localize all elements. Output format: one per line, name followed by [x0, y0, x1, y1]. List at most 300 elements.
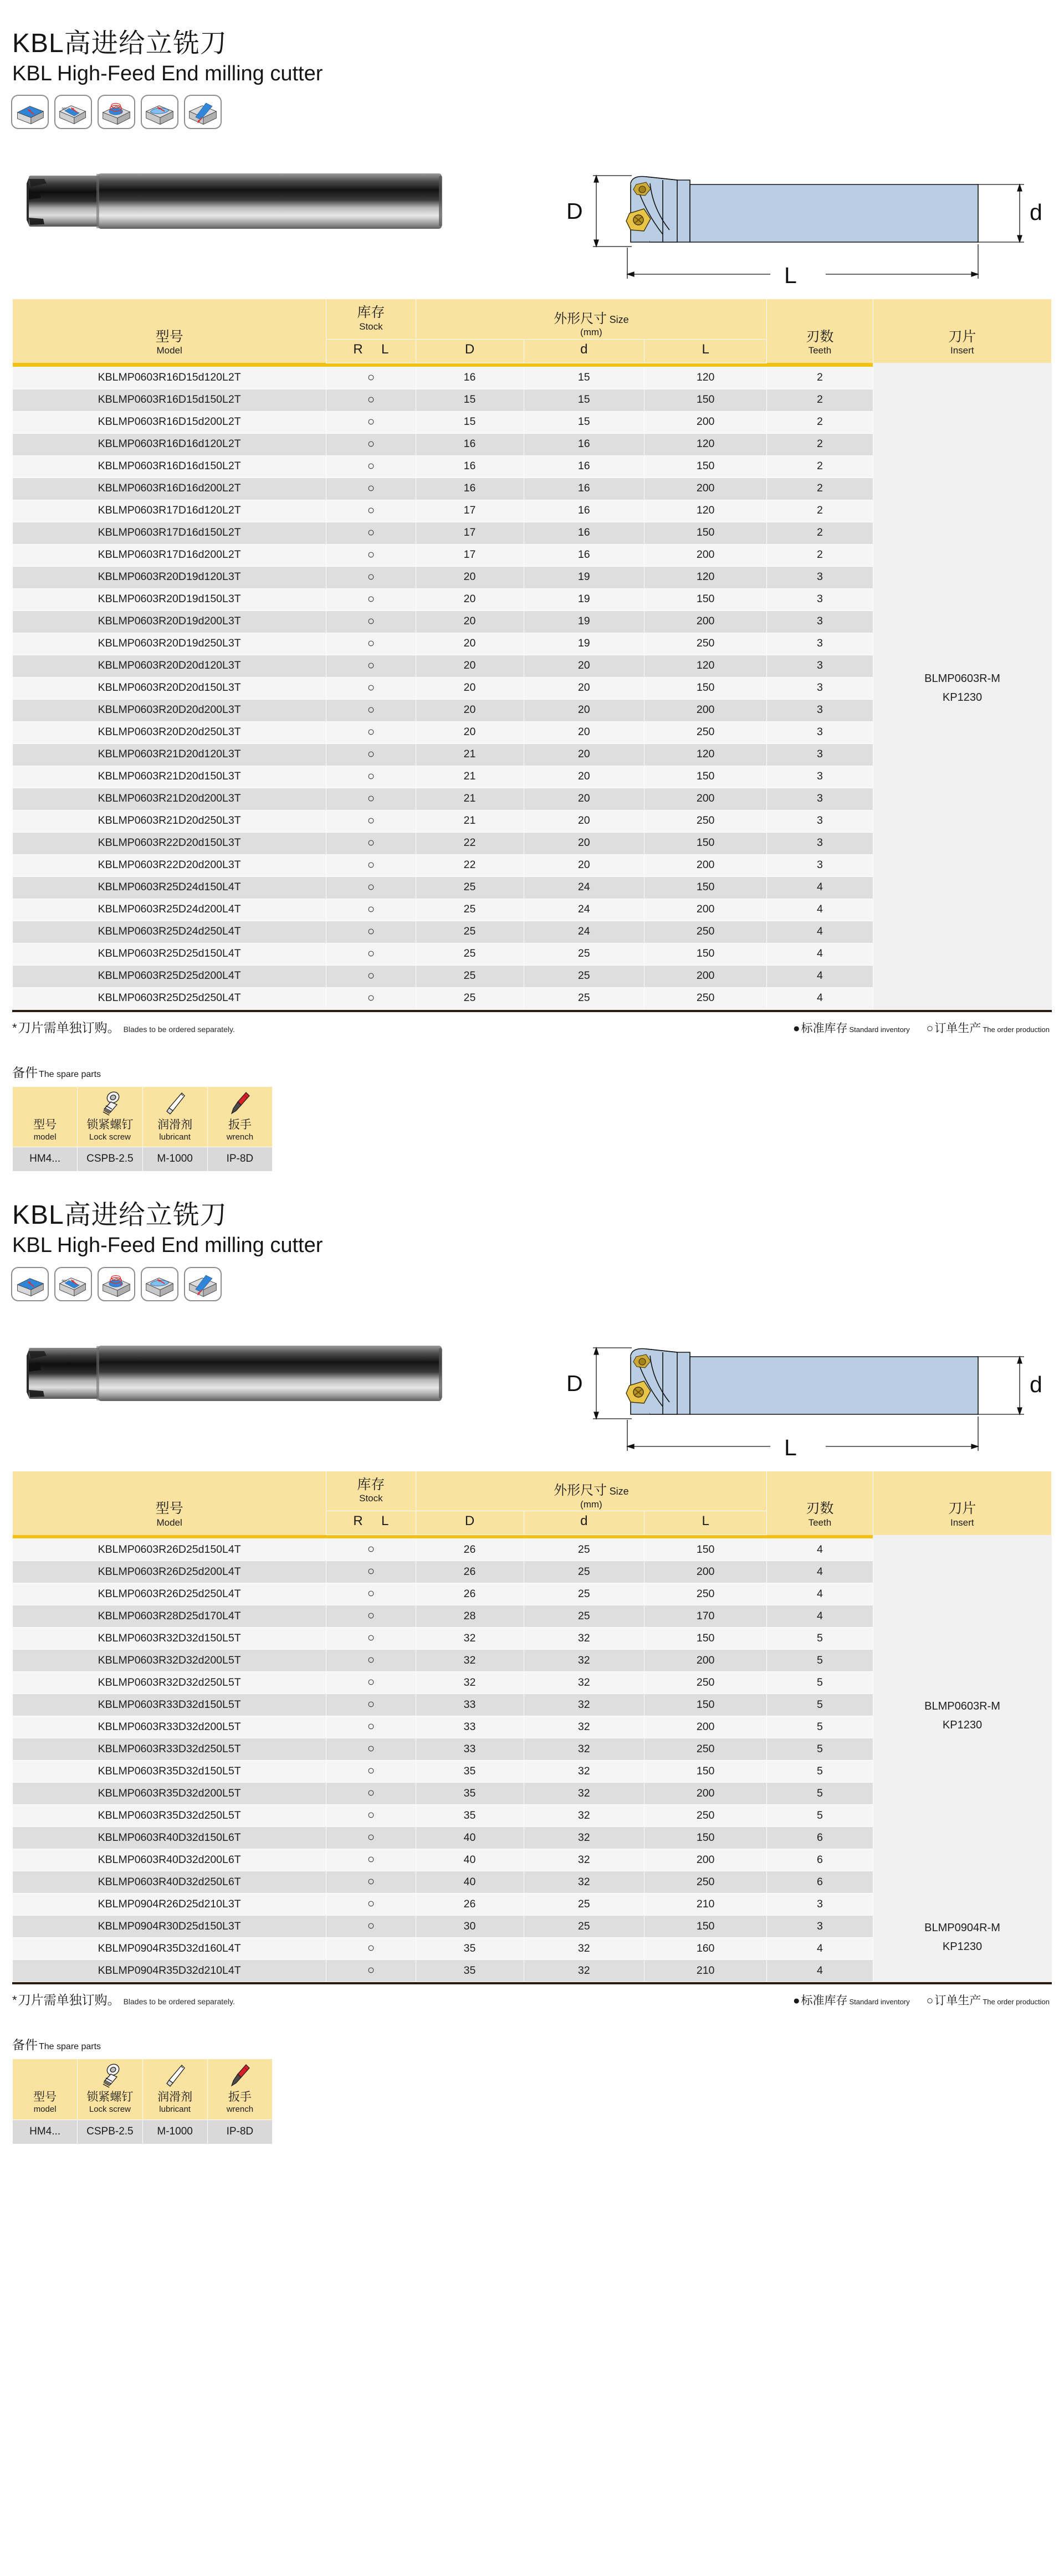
- cell-stock: [326, 455, 416, 478]
- stock-symbol: ○: [367, 990, 375, 1004]
- cell-diameter-d: 16: [524, 544, 644, 566]
- page-title-cn: KBL高进给立铣刀: [12, 1200, 227, 1230]
- cell-length-L: 150: [644, 455, 767, 478]
- spare-header-row: [13, 1086, 273, 1147]
- spare-col-label-cn: 锁紧螺钉: [86, 1118, 134, 1131]
- cell-diameter-D: 25: [416, 899, 524, 921]
- page-title-en: KBL High-Feed End milling cutter: [12, 61, 323, 85]
- legend-label-en: The order production: [983, 1025, 1050, 1034]
- stock-symbol: ○: [367, 1941, 375, 1955]
- cell-teeth: 6: [767, 1827, 873, 1849]
- spec-table-wrap: [0, 299, 1064, 1010]
- cell-teeth: 5: [767, 1694, 873, 1716]
- cell-diameter-d: 32: [524, 1650, 644, 1672]
- cell-length-L: 170: [644, 1605, 767, 1628]
- cell-model: KBLMP0603R21D20d150L3T: [13, 766, 326, 788]
- cell-diameter-D: 16: [416, 433, 524, 455]
- cell-diameter-d: 20: [524, 743, 644, 766]
- spare-value: IP-8D: [207, 1147, 272, 1172]
- cell-model: KBLMP0603R20D20d120L3T: [13, 655, 326, 677]
- cell-teeth: 2: [767, 544, 873, 566]
- page-title-en: KBL High-Feed End milling cutter: [12, 1234, 323, 1258]
- cell-teeth: 4: [767, 876, 873, 899]
- header-col-D: D: [416, 1511, 524, 1535]
- cell-diameter-D: 16: [416, 478, 524, 500]
- svg-text:90°: 90°: [62, 1279, 68, 1283]
- cell-diameter-D: 22: [416, 854, 524, 876]
- product-section: [0, 0, 1064, 1172]
- cell-diameter-D: 21: [416, 766, 524, 788]
- cell-stock: [326, 544, 416, 566]
- insert-code: BLMP0603R-M: [924, 672, 1000, 685]
- spare-value: CSPB-2.5: [78, 2120, 142, 2144]
- cell-diameter-D: 26: [416, 1893, 524, 1916]
- cell-stock: [326, 633, 416, 655]
- stock-symbol: ○: [367, 1719, 375, 1733]
- cell-stock: [326, 899, 416, 921]
- cell-diameter-D: 21: [416, 810, 524, 832]
- cell-diameter-D: 21: [416, 743, 524, 766]
- cell-diameter-D: 20: [416, 610, 524, 633]
- cell-diameter-d: 20: [524, 655, 644, 677]
- cell-teeth: 5: [767, 1761, 873, 1783]
- cell-diameter-D: 26: [416, 1583, 524, 1605]
- helical-pocketing-icon[interactable]: [141, 95, 178, 129]
- cell-model: KBLMP0603R25D25d150L4T: [13, 943, 326, 965]
- slot-plunge-icon[interactable]: [184, 95, 222, 129]
- cell-diameter-D: 17: [416, 544, 524, 566]
- cell-stock: [326, 1539, 416, 1561]
- spare-title-en: The spare parts: [39, 2042, 101, 2052]
- cell-stock: [326, 411, 416, 433]
- section-titles: [0, 1172, 1064, 1259]
- cell-teeth: 3: [767, 677, 873, 699]
- cell-diameter-D: 20: [416, 566, 524, 588]
- cell-teeth: 3: [767, 1916, 873, 1938]
- cell-teeth: 2: [767, 455, 873, 478]
- cell-model: KBLMP0603R26D25d250L4T: [13, 1583, 326, 1605]
- stock-symbol: ○: [367, 1785, 375, 1800]
- header-stock: [326, 1471, 416, 1511]
- cell-stock: [326, 921, 416, 943]
- insert-order-note: [12, 1018, 235, 1036]
- spare-no-icon: [14, 1090, 76, 1117]
- header-size-en: Size: [609, 314, 629, 325]
- cell-diameter-D: 20: [416, 588, 524, 610]
- cell-model: KBLMP0603R21D20d250L3T: [13, 810, 326, 832]
- cell-length-L: 200: [644, 1716, 767, 1738]
- spare-title-en: The spare parts: [39, 1069, 101, 1079]
- header-size-unit: (mm): [580, 1499, 602, 1510]
- insert-grade: KP1230: [942, 691, 983, 704]
- cell-teeth: 3: [767, 832, 873, 854]
- cell-teeth: 4: [767, 1960, 873, 1982]
- stock-symbol: ○: [367, 1741, 375, 1756]
- cell-length-L: 250: [644, 987, 767, 1009]
- stock-symbol: ○: [367, 525, 375, 539]
- cell-teeth: 5: [767, 1672, 873, 1694]
- specification-table: [12, 299, 1052, 1010]
- spare-col-header: [78, 1086, 142, 1147]
- stock-symbol: ○: [367, 835, 375, 849]
- shoulder-milling-icon[interactable]: [54, 95, 92, 129]
- spare-col-label-en: lubricant: [159, 1132, 191, 1142]
- cell-diameter-D: 15: [416, 411, 524, 433]
- stock-symbol: ○: [367, 1830, 375, 1844]
- insert-order-note-cn: 刀片需单独订购。: [18, 1020, 120, 1035]
- legend-label-cn: 订单生产: [934, 1994, 981, 2008]
- circular-interpolation-icon[interactable]: [98, 1267, 135, 1301]
- stock-legend: [793, 1992, 1050, 2008]
- face-milling-icon[interactable]: [11, 95, 49, 129]
- header-accent-bar: [13, 363, 1052, 367]
- cell-length-L: 160: [644, 1938, 767, 1960]
- lubricant-tube-icon: [144, 2062, 206, 2089]
- cell-stock: [326, 566, 416, 588]
- product-section: [0, 1172, 1064, 2144]
- cell-diameter-D: 20: [416, 677, 524, 699]
- cell-diameter-d: 32: [524, 1672, 644, 1694]
- cell-diameter-D: 22: [416, 832, 524, 854]
- header-stock-r: R: [353, 1513, 363, 1529]
- legend-label-cn: 订单生产: [934, 1022, 981, 1035]
- cell-diameter-D: 40: [416, 1849, 524, 1871]
- spare-col-label-cn: 型号: [33, 1118, 57, 1131]
- cell-length-L: 150: [644, 832, 767, 854]
- cell-diameter-d: 32: [524, 1783, 644, 1805]
- cell-model: KBLMP0603R21D20d120L3T: [13, 743, 326, 766]
- cell-diameter-D: 35: [416, 1938, 524, 1960]
- table-row: [13, 1893, 1052, 1916]
- insert-code: BLMP0603R-M: [924, 1700, 1000, 1713]
- header-model-en: Model: [156, 345, 182, 356]
- stock-symbol: ○: [367, 680, 375, 694]
- header-stock-l: L: [381, 341, 389, 357]
- spare-header-row: [13, 2059, 273, 2120]
- cell-diameter-d: 24: [524, 921, 644, 943]
- spare-no-icon: [14, 2062, 76, 2089]
- cell-length-L: 210: [644, 1960, 767, 1982]
- stock-symbol: ○: [367, 968, 375, 982]
- stock-symbol: ○: [367, 1852, 375, 1866]
- cell-teeth: 2: [767, 389, 873, 411]
- header-teeth: [767, 299, 873, 363]
- cell-diameter-D: 28: [416, 1605, 524, 1628]
- cell-diameter-D: 35: [416, 1783, 524, 1805]
- visual-band: [0, 139, 1064, 289]
- cell-length-L: 250: [644, 1583, 767, 1605]
- cell-diameter-D: 20: [416, 655, 524, 677]
- section-titles: [0, 0, 1064, 87]
- spare-value: M-1000: [142, 2120, 207, 2144]
- cell-diameter-d: 20: [524, 832, 644, 854]
- cell-length-L: 150: [644, 522, 767, 544]
- table-header-row: [13, 299, 1052, 340]
- spare-col-label-en: lubricant: [159, 2105, 191, 2115]
- cell-teeth: 4: [767, 1938, 873, 1960]
- cell-model: KBLMP0603R17D16d120L2T: [13, 500, 326, 522]
- cell-model: KBLMP0603R22D20d150L3T: [13, 832, 326, 854]
- header-accent-bar: [13, 1535, 1052, 1539]
- cell-diameter-d: 20: [524, 854, 644, 876]
- spare-col-header: [78, 2059, 142, 2120]
- spare-col-label-cn: 扳手: [228, 1118, 252, 1131]
- cell-stock: [326, 854, 416, 876]
- cell-diameter-d: 16: [524, 433, 644, 455]
- open-circle-icon: ○: [926, 1022, 934, 1035]
- screw-icon: [79, 1090, 141, 1117]
- cell-diameter-d: 32: [524, 1761, 644, 1783]
- cell-model: KBLMP0603R20D19d150L3T: [13, 588, 326, 610]
- cell-stock: [326, 1716, 416, 1738]
- cell-model: KBLMP0603R16D16d120L2T: [13, 433, 326, 455]
- cell-length-L: 250: [644, 921, 767, 943]
- cell-length-L: 200: [644, 411, 767, 433]
- header-stock-rl: [326, 1511, 416, 1535]
- cell-teeth: 6: [767, 1849, 873, 1871]
- cell-diameter-d: 15: [524, 389, 644, 411]
- cell-diameter-D: 25: [416, 943, 524, 965]
- cell-teeth: 3: [767, 633, 873, 655]
- spare-value: CSPB-2.5: [78, 1147, 142, 1172]
- header-size-en: Size: [609, 1486, 629, 1497]
- cell-model: KBLMP0603R28D25d170L4T: [13, 1605, 326, 1628]
- cell-length-L: 250: [644, 633, 767, 655]
- cell-model: KBLMP0603R22D20d200L3T: [13, 854, 326, 876]
- spare-col-header: [142, 1086, 207, 1147]
- stock-symbol: ○: [367, 414, 375, 428]
- svg-text:D: D: [566, 198, 583, 224]
- header-col-L: L: [644, 1511, 767, 1535]
- cell-diameter-d: 32: [524, 1960, 644, 1982]
- cell-teeth: 4: [767, 965, 873, 987]
- slot-plunge-icon[interactable]: [184, 1267, 222, 1301]
- svg-text:D: D: [566, 1370, 583, 1396]
- cell-teeth: 4: [767, 1561, 873, 1583]
- cell-diameter-D: 33: [416, 1694, 524, 1716]
- stock-symbol: ○: [367, 1564, 375, 1578]
- cell-diameter-D: 20: [416, 699, 524, 721]
- spare-value-row: [13, 1147, 273, 1172]
- stock-legend: [793, 1019, 1050, 1036]
- cell-teeth: 3: [767, 810, 873, 832]
- page-title-cn: KBL高进给立铣刀: [12, 29, 227, 58]
- header-teeth-en: Teeth: [808, 1517, 832, 1528]
- stock-symbol: ○: [367, 1542, 375, 1556]
- cell-diameter-d: 19: [524, 566, 644, 588]
- header-stock-en: Stock: [359, 1493, 383, 1504]
- svg-text:d: d: [1030, 1371, 1042, 1397]
- wrench-icon: [209, 1090, 271, 1117]
- cell-diameter-D: 35: [416, 1960, 524, 1982]
- stock-symbol: ○: [367, 1896, 375, 1911]
- cell-model: KBLMP0603R33D32d250L5T: [13, 1738, 326, 1761]
- stock-symbol: ○: [367, 458, 375, 473]
- operation-icon-row: [0, 95, 1064, 129]
- cell-model: KBLMP0603R35D32d250L5T: [13, 1805, 326, 1827]
- cell-diameter-d: 19: [524, 588, 644, 610]
- header-stock: [326, 299, 416, 340]
- cell-teeth: 3: [767, 854, 873, 876]
- asterisk-icon: *: [12, 1020, 17, 1035]
- helical-pocketing-icon[interactable]: [141, 1267, 178, 1301]
- spare-col-header: [13, 2059, 78, 2120]
- cell-teeth: 5: [767, 1738, 873, 1761]
- spare-parts-title: [12, 1063, 1052, 1081]
- cell-diameter-D: 17: [416, 522, 524, 544]
- stock-symbol: ○: [367, 857, 375, 871]
- stock-symbol: ○: [367, 1808, 375, 1822]
- cell-length-L: 150: [644, 943, 767, 965]
- cell-stock: [326, 1871, 416, 1893]
- cell-diameter-d: 25: [524, 965, 644, 987]
- cell-diameter-D: 25: [416, 876, 524, 899]
- cell-diameter-d: 15: [524, 367, 644, 389]
- header-insert: [873, 299, 1052, 363]
- cell-stock: [326, 1960, 416, 1982]
- cell-length-L: 200: [644, 478, 767, 500]
- cell-teeth: 5: [767, 1783, 873, 1805]
- cell-length-L: 200: [644, 1650, 767, 1672]
- stock-symbol: ○: [367, 480, 375, 495]
- cell-teeth: 3: [767, 655, 873, 677]
- spare-col-label-cn: 润滑剂: [157, 1118, 193, 1131]
- spare-col-label-cn: 扳手: [228, 2091, 252, 2104]
- cell-diameter-d: 32: [524, 1849, 644, 1871]
- cell-diameter-D: 25: [416, 987, 524, 1009]
- circular-interpolation-icon[interactable]: [98, 95, 135, 129]
- spare-col-label-en: wrench: [226, 1132, 254, 1142]
- stock-symbol: ○: [367, 923, 375, 938]
- cell-diameter-d: 20: [524, 721, 644, 743]
- cell-model: KBLMP0603R16D15d200L2T: [13, 411, 326, 433]
- cell-stock: [326, 788, 416, 810]
- cell-model: KBLMP0603R20D20d150L3T: [13, 677, 326, 699]
- cell-model: KBLMP0603R25D24d250L4T: [13, 921, 326, 943]
- cell-stock: [326, 1916, 416, 1938]
- cell-stock: [326, 1583, 416, 1605]
- stock-symbol: ○: [367, 901, 375, 916]
- shoulder-milling-icon[interactable]: [54, 1267, 92, 1301]
- header-size-cn: 外形尺寸: [554, 1483, 607, 1499]
- stock-symbol: ○: [367, 613, 375, 628]
- cell-teeth: 4: [767, 987, 873, 1009]
- cell-model: KBLMP0603R16D16d150L2T: [13, 455, 326, 478]
- cell-model: KBLMP0603R40D32d150L6T: [13, 1827, 326, 1849]
- header-insert-en: Insert: [950, 345, 974, 356]
- header-insert-cn: 刀片: [948, 1501, 976, 1517]
- cell-length-L: 120: [644, 566, 767, 588]
- cell-length-L: 120: [644, 655, 767, 677]
- legend-label-cn: 标准库存: [801, 1022, 848, 1035]
- cell-stock: [326, 1561, 416, 1583]
- cell-model: KBLMP0603R17D16d150L2T: [13, 522, 326, 544]
- cell-length-L: 120: [644, 743, 767, 766]
- insert-order-note-en: Blades to be ordered separately.: [123, 1024, 235, 1034]
- stock-symbol: ○: [367, 746, 375, 761]
- legend-item: [793, 1992, 910, 2008]
- cell-diameter-D: 17: [416, 500, 524, 522]
- stock-symbol: ○: [367, 1586, 375, 1600]
- cell-stock: [326, 1805, 416, 1827]
- cell-length-L: 250: [644, 1738, 767, 1761]
- cell-length-L: 150: [644, 1628, 767, 1650]
- cell-diameter-D: 35: [416, 1805, 524, 1827]
- stock-symbol: ○: [367, 1608, 375, 1623]
- cell-diameter-d: 20: [524, 810, 644, 832]
- cell-model: KBLMP0603R33D32d150L5T: [13, 1694, 326, 1716]
- cell-length-L: 150: [644, 1827, 767, 1849]
- cell-model: KBLMP0603R26D25d150L4T: [13, 1539, 326, 1561]
- cell-length-L: 250: [644, 810, 767, 832]
- specification-table-body: [13, 367, 1052, 1009]
- header-col-d: d: [524, 1511, 644, 1535]
- cell-diameter-D: 25: [416, 921, 524, 943]
- cell-stock: [326, 832, 416, 854]
- cell-diameter-d: 24: [524, 876, 644, 899]
- cell-stock: [326, 743, 416, 766]
- cell-teeth: 4: [767, 1583, 873, 1605]
- stock-symbol: ○: [367, 392, 375, 406]
- cell-teeth: 3: [767, 721, 873, 743]
- header-size-unit: (mm): [580, 327, 602, 338]
- stock-symbol: ○: [367, 1630, 375, 1645]
- spare-value: HM4...: [13, 2120, 78, 2144]
- stock-symbol: ○: [367, 768, 375, 783]
- operation-icon-row: [0, 1267, 1064, 1301]
- insert-order-note: [12, 1990, 235, 2008]
- header-size: [416, 1471, 767, 1511]
- dimension-drawing: [532, 1313, 1053, 1461]
- header-model: [13, 1471, 326, 1535]
- cell-stock: [326, 588, 416, 610]
- cell-model: KBLMP0603R25D25d200L4T: [13, 965, 326, 987]
- face-milling-icon[interactable]: [11, 1267, 49, 1301]
- cell-diameter-D: 32: [416, 1650, 524, 1672]
- insert-order-note-cn: 刀片需单独订购。: [18, 1993, 120, 2008]
- insert-grade: KP1230: [942, 1941, 983, 1953]
- legend-label-cn: 标准库存: [801, 1994, 848, 2008]
- svg-text:90°: 90°: [62, 107, 68, 111]
- lubricant-tube-icon: [144, 1090, 206, 1117]
- cell-teeth: 3: [767, 566, 873, 588]
- spare-value-row: [13, 2120, 273, 2144]
- cell-length-L: 250: [644, 1871, 767, 1893]
- cell-diameter-d: 20: [524, 677, 644, 699]
- cell-stock: [326, 1849, 416, 1871]
- cell-teeth: 2: [767, 478, 873, 500]
- cell-teeth: 5: [767, 1628, 873, 1650]
- product-photo: [12, 1345, 456, 1403]
- cell-diameter-d: 25: [524, 1605, 644, 1628]
- insert-cell: [873, 1893, 1052, 1982]
- insert-order-note-en: Blades to be ordered separately.: [123, 1997, 235, 2007]
- cell-stock: [326, 389, 416, 411]
- cell-diameter-D: 32: [416, 1672, 524, 1694]
- cell-model: KBLMP0603R35D32d200L5T: [13, 1783, 326, 1805]
- stock-symbol: ○: [367, 1874, 375, 1889]
- header-stock-l: L: [381, 1513, 389, 1529]
- stock-symbol: ○: [367, 1763, 375, 1778]
- cell-length-L: 150: [644, 588, 767, 610]
- cell-length-L: 120: [644, 433, 767, 455]
- cell-stock: [326, 1827, 416, 1849]
- cell-model: KBLMP0603R20D20d250L3T: [13, 721, 326, 743]
- filled-circle-icon: ●: [792, 1022, 800, 1035]
- cell-model: KBLMP0603R20D20d200L3T: [13, 699, 326, 721]
- cell-diameter-D: 26: [416, 1539, 524, 1561]
- legend-item: [927, 1992, 1050, 2008]
